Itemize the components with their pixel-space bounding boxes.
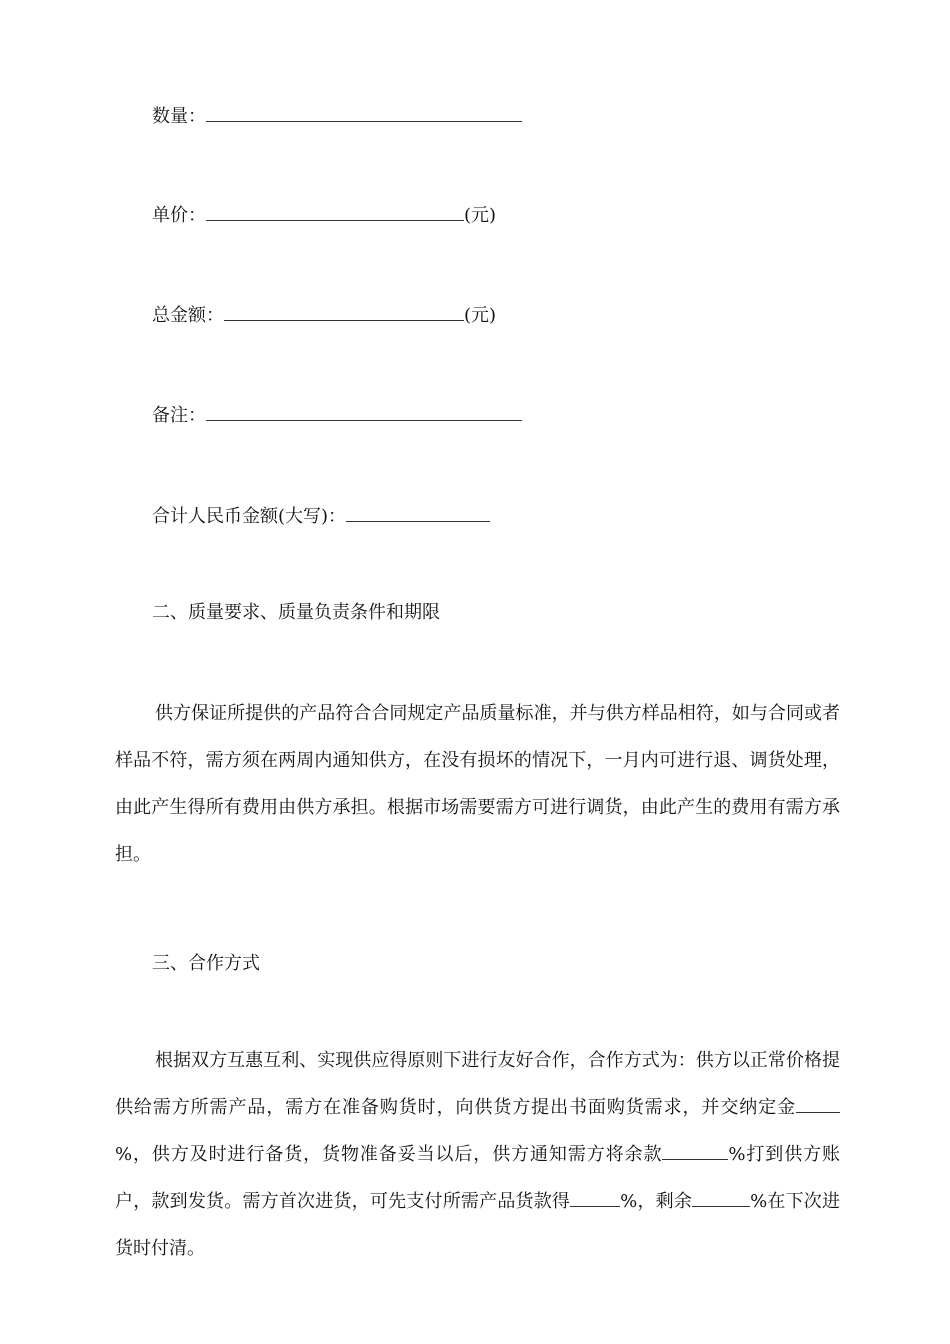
total-blank[interactable] [224,303,464,321]
remaining-pct-blank[interactable] [692,1190,750,1207]
quantity-blank[interactable] [206,104,522,122]
remarks-blank[interactable] [206,403,522,421]
rmb-total-label: 合计人民币金额(大写)： [152,506,347,527]
quantity-field [152,104,522,129]
unit-price-blank[interactable] [206,203,464,221]
rmb-total-blank[interactable] [346,504,490,522]
first-payment-pct-blank[interactable] [570,1190,620,1207]
section2-heading: 二、质量要求、质量负责条件和期限 [152,602,440,623]
total-field [152,303,496,328]
unit-price-unit: (元) [464,205,497,226]
remarks-label: 备注： [152,405,206,426]
total-unit: (元) [464,305,497,326]
total-label: 总金额： [152,305,224,326]
section3-body: 根据双方互惠互利、实现供应得原则下进行友好合作，合作方式为：供方以正常价格提供给需方所需产品，需方在准备购货时，向供货方提出书面购货需求，并交纳定金%，供方及时进行备货，货物准备妥当以后，供方通知需方将余款 %打到供方账户，款到发货。需方首次进货，可先支付所需产品货款得 %，剩余 %在下次进货时付清。 [115,1050,841,1259]
balance-pct-blank[interactable] [662,1143,728,1160]
rmb-total-field [152,504,490,529]
deposit-pct-blank[interactable] [796,1096,840,1113]
unit-price-field [152,203,496,228]
quantity-label: 数量： [152,106,206,127]
remarks-field [152,403,522,428]
section2-body: 供方保证所提供的产品符合合同规定产品质量标准，并与供方样品相符，如与合同或者样品不符，需方须在两周内通知供方，在没有损坏的情况下，一月内可进行退、调货处理，由此产生得所有费用由供方承担。根据市场需要需方可进行调货，由此产生的费用有需方承担。 [115,703,840,865]
unit-price-label: 单价： [152,205,206,226]
section3-heading: 三、合作方式 [152,953,260,974]
